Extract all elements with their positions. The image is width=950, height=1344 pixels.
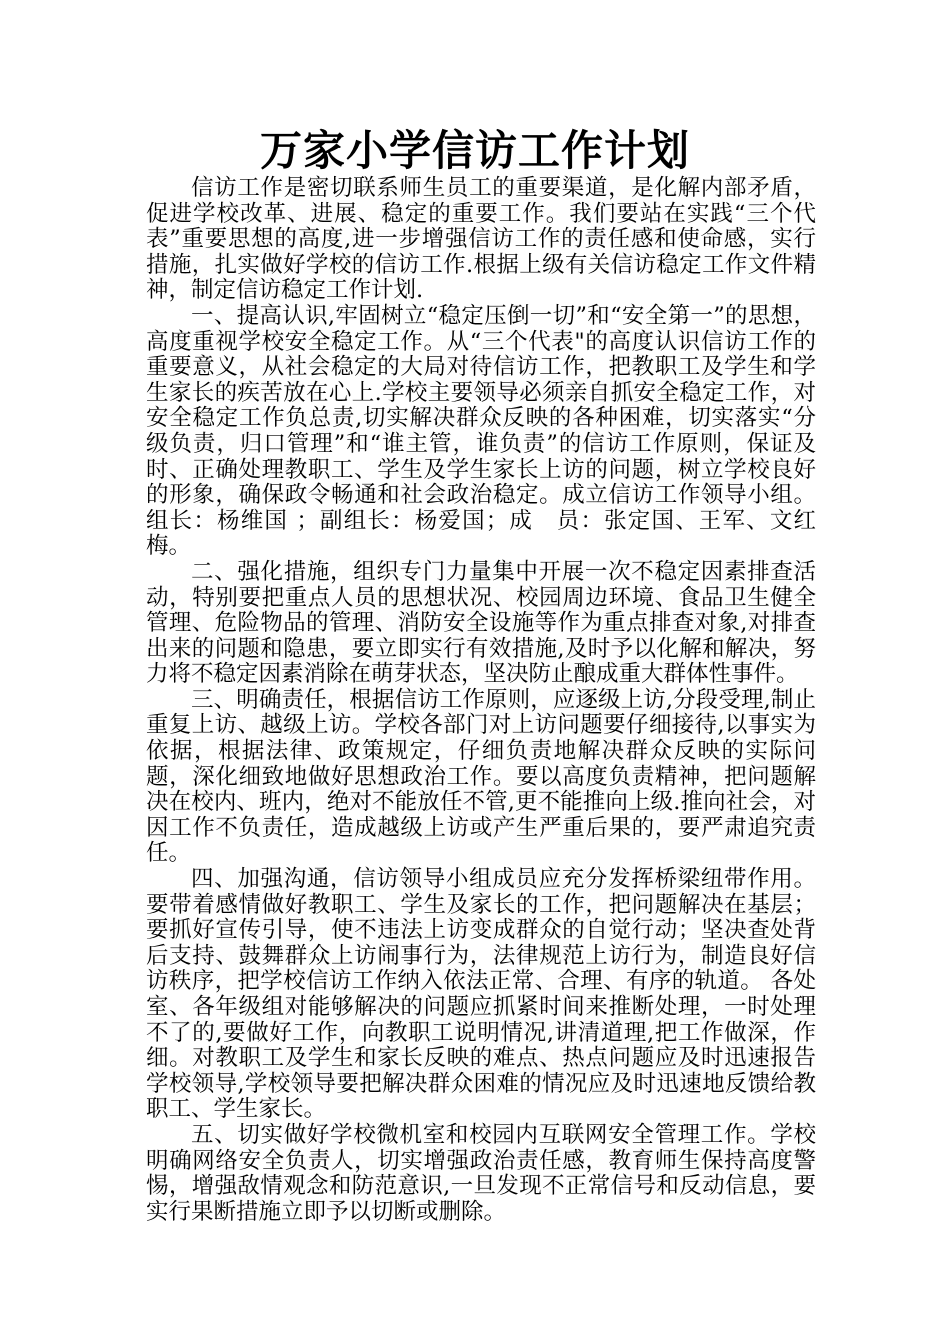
paragraph-section-4: 四、加强沟通，信访领导小组成员应充分发挥桥梁纽带作用。要带着感情做好教职工、学生及家长的工作，把问题解决在基层；要抓好宣传引导，使不违法上访变成群众的自觉行动；坚决查处背后支持、鼓舞群众上访闹事行为，法律规范上访行为，制造良好信访秩序，把学校信访工作纳入依法正常、合理、有序的轨道。 各处室、各年级组对能够解决的问题应抓紧时间来推断处理，一时处理不了的,要做好工作，向教职工说明情况,讲清道理,把工作做深，作细。对教职工及学生和家长反映的难点、热点问题应及时迅速报告学校领导,学校领导要把解决群众困难的情况应及时迅速地反馈给教职工、学生家长。 bbox=[146, 866, 816, 1123]
paragraph-intro: 信访工作是密切联系师生员工的重要渠道，是化解内部矛盾，促进学校改革、进展、稳定的重要工作。我们要站在实践“三个代表”重要思想的高度,进一步增强信访工作的责任感和使命感，实行措施，扎实做好学校的信访工作.根据上级有关信访稳定工作文件精神，制定信访稳定工作计划. bbox=[146, 175, 816, 304]
document-title: 万家小学信访工作计划 bbox=[259, 126, 690, 175]
paragraph-section-1: 一、提高认识,牢固树立“稳定压倒一切”和“安全第一”的思想，高度重视学校安全稳定工作。从“三个代表"的高度认识信访工作的重要意义，从社会稳定的大局对待信访工作，把教职工及学生和学生家长的疾苦放在心上.学校主要领导必须亲自抓安全稳定工作，对安全稳定工作负总责,切实解决群众反映的各种困难，切实落实“分级负责，归口管理”和“谁主管，谁负责”的信访工作原则，保证及时、正确处理教职工、学生及学生家长上访的问题，树立学校良好的形象，确保政令畅通和社会政治稳定。成立信访工作领导小组。组长：杨维国 ；副组长：杨爱国；成 员：张定国、王军、文红梅。 bbox=[146, 302, 816, 560]
paragraph-section-3: 三、明确责任，根据信访工作原则，应逐级上访,分段受理,制止重复上访、越级上访。学校各部门对上访问题要仔细接待,以事实为依据，根据法律、政策规定，仔细负责地解决群众反映的实际问题，深化细致地做好思想政治工作。要以高度负责精神，把问题解决在校内、班内，绝对不能放任不管,更不能推向上级.推向社会，对因工作不负责任，造成越级上访或产生严重后果的，要严肃追究责任。 bbox=[146, 686, 816, 867]
paragraph-section-2: 二、强化措施，组织专门力量集中开展一次不稳定因素排查活动，特别要把重点人员的思想状况、校园周边环境、食品卫生健全管理、危险物品的管理、消防安全设施等作为重点排查对象,对排查出来的问题和隐患，要立即实行有效措施,及时予以化解和解决，努力将不稳定因素消除在萌芽状态，坚决防止酿成重大群体性事件。 bbox=[146, 558, 816, 688]
document-body bbox=[146, 176, 816, 1225]
paragraph-section-5: 五、切实做好学校微机室和校园内互联网安全管理工作。学校明确网络安全负责人，切实增强政治责任感，教育师生保持高度警惕，增强敌情观念和防范意识,一旦发现不正常信号和反动信息，要实行果断措施立即予以切断或删除。 bbox=[146, 1121, 816, 1225]
